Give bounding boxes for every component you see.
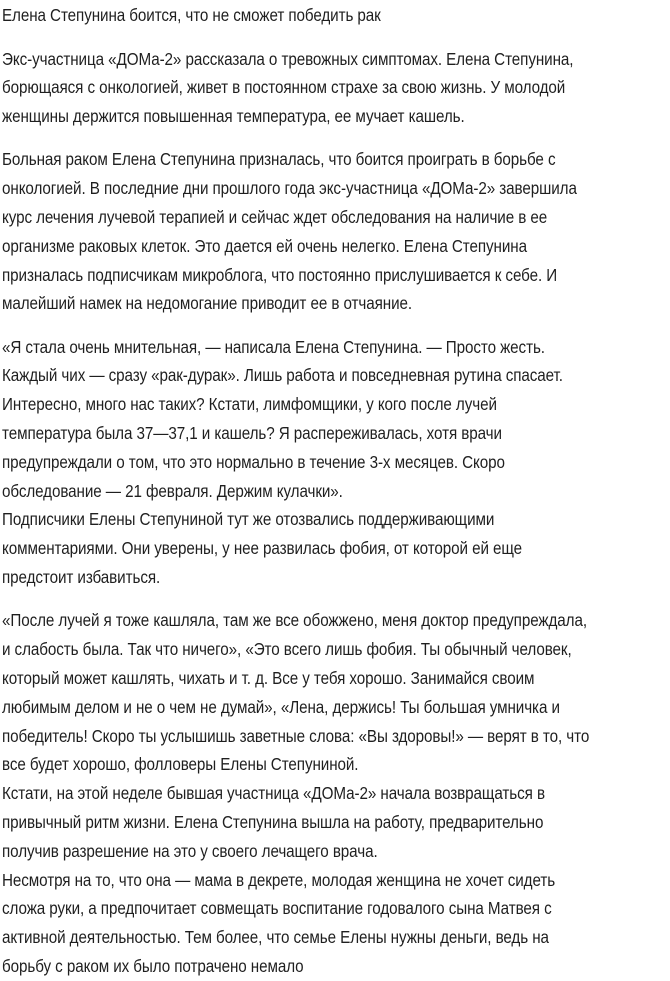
text-line: получив разрешение на это у своего лечащего врача. [2, 840, 378, 861]
text-line: обследование — 21 февраля. Держим кулачки». [2, 480, 343, 501]
article-title: Елена Степунина боится, что не сможет победить рак [2, 5, 381, 25]
text-line: победитель! Скоро ты услышишь заветные слова: «Вы здоровы!» — верят в то, что [2, 725, 590, 746]
paragraph-3 [2, 333, 667, 592]
text-line: Подписчики Елены Степуниной тут же отозвались поддерживающими [2, 509, 495, 530]
paragraph-1 [2, 45, 667, 131]
text-line: онкологией. В последние дни прошлого года экс-участница «ДОМа-2» завершила [2, 178, 577, 199]
text-line: температура была 37—37,1 и кашель? Я распереживалась, хотя врачи [2, 423, 502, 444]
text-line: Больная раком Елена Степунина призналась, что боится проиграть в борьбе с [2, 149, 556, 170]
spacer [2, 131, 667, 146]
text-line: Интересно, много нас таких? Кстати, лимфомщики, у кого после лучей [2, 394, 497, 415]
article [2, 0, 667, 981]
text-line: предупреждали о том, что это нормально в течение 3-х месяцев. Скоро [2, 451, 505, 472]
text-line: женщины держится повышенная температура, ее мучает кашель. [2, 106, 465, 127]
text-line: активной деятельностью. Тем более, что семье Елены нужны деньги, ведь на [2, 927, 549, 948]
spacer [2, 30, 667, 45]
text-line: малейший намек на недомогание приводит ее в отчаяние. [2, 293, 413, 314]
text-line: борющаяся с онкологией, живет в постоянном страхе за свою жизнь. У молодой [2, 77, 566, 98]
text-line: который может кашлять, чихать и т. д. Все у тебя хорошо. Занимайся своим [2, 667, 535, 688]
text-line: Несмотря на то, что она — мама в декрете, молодая женщина не хочет сидеть [2, 869, 556, 890]
text-line: Кстати, на этой неделе бывшая участница «ДОМа-2» начала возвращаться в [2, 783, 545, 804]
text-line: «Я стала очень мнительная, — написала Елена Степунина. — Просто жесть. [2, 336, 545, 357]
text-line: и слабость была. Так что ничего», «Это всего лишь фобия. Ты обычный человек, [2, 639, 572, 660]
text-line: призналась подписчикам микроблога, что постоянно прислушивается к себе. И [2, 264, 558, 285]
paragraph-4 [2, 606, 667, 980]
text-line: все будет хорошо, фолловеры Елены Степуниной. [2, 754, 359, 775]
text-line: организме раковых клеток. Это дается ей очень нелегко. Елена Степунина [2, 235, 527, 256]
text-line: борьбу с раком их было потрачено немало [2, 955, 304, 976]
text-line: сложа руки, а предпочитает совмещать воспитание годовалого сына Матвея с [2, 898, 552, 919]
text-line: привычный ритм жизни. Елена Степунина вышла на работу, предварительно [2, 811, 544, 832]
spacer [2, 592, 667, 607]
text-line: предстоит избавиться. [2, 567, 161, 588]
paragraph-2 [2, 145, 667, 318]
text-line: любимым делом и не о чем не думай», «Лена, держись! Ты большая умничка и [2, 696, 560, 717]
spacer [2, 318, 667, 333]
text-line: комментариями. Они уверены, у нее развилась фобия, от которой ей еще [2, 538, 523, 559]
text-line: курс лечения лучевой терапией и сейчас ждет обследования на наличие в ее [2, 206, 548, 227]
text-line: Каждый чих — сразу «рак-дурак». Лишь работа и повседневная рутина спасает. [2, 365, 563, 386]
text-line: «После лучей я тоже кашляла, там же все обожжено, меня доктор предупреждала, [2, 610, 587, 631]
text-line: Экс-участница «ДОМа-2» рассказала о тревожных симптомах. Елена Степунина, [2, 48, 574, 69]
